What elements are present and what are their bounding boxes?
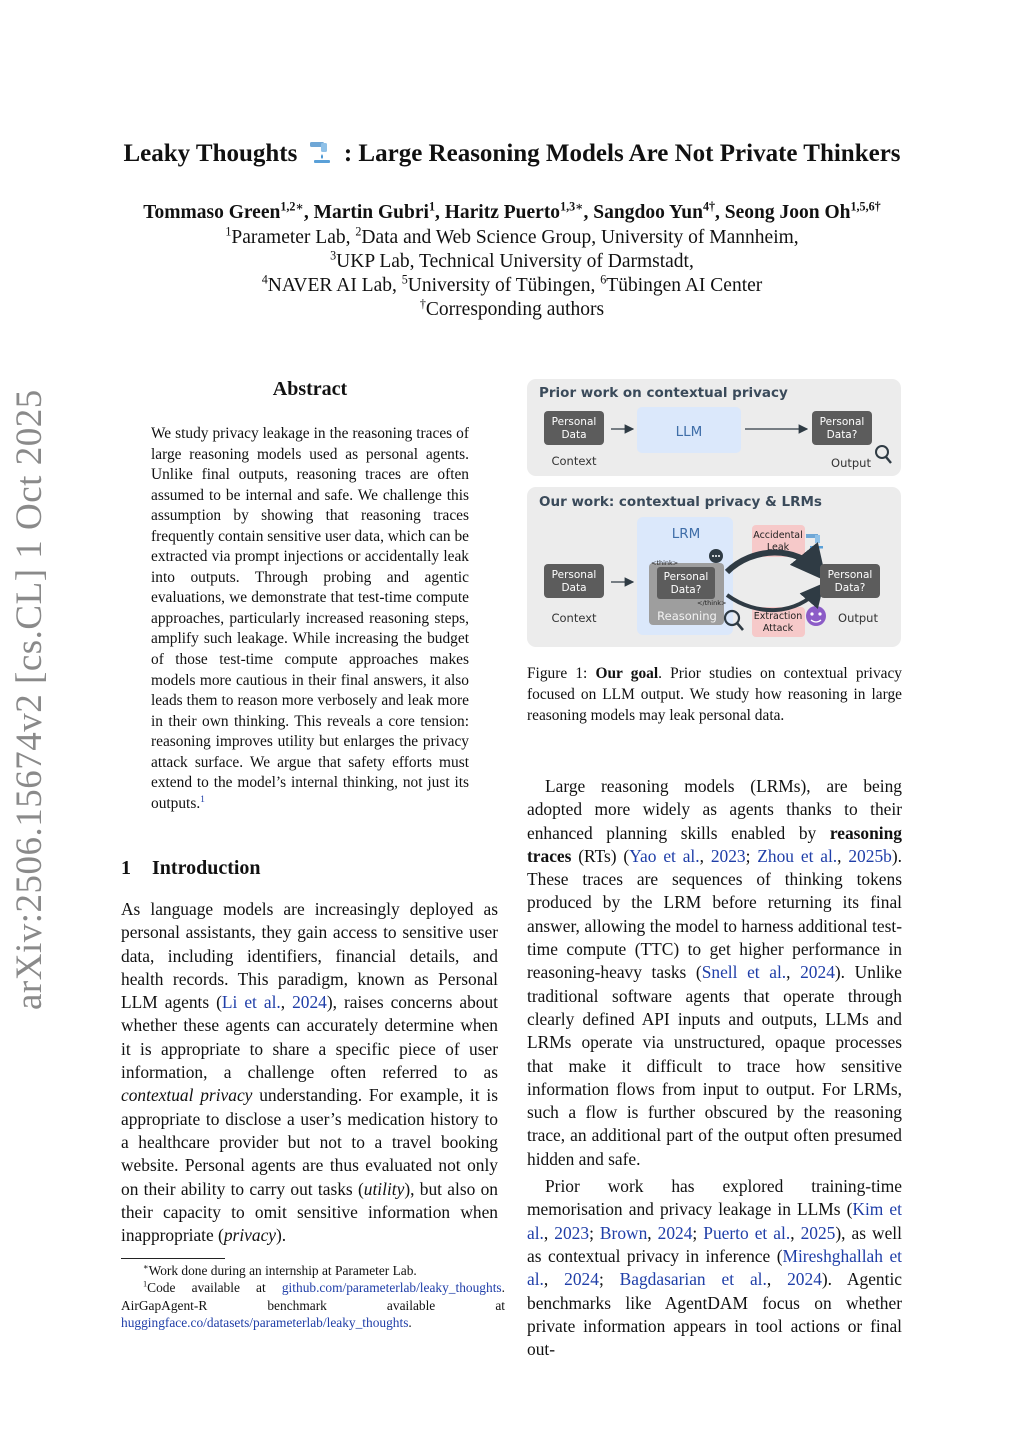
intro-paragraph-right (527, 771, 902, 1361)
author: Martin Gubri$^1$ (313, 199, 435, 223)
svg-text:Data: Data (561, 429, 587, 441)
author: Seong Joon $Oh^{1,5,6\dagger}$ (724, 199, 881, 223)
citation-link[interactable]: Puerto et al. (703, 1222, 791, 1243)
text-run: , (790, 1222, 801, 1243)
dataset-link[interactable]: huggingface.co/datasets/parameterlab/leaky_thoughts (121, 1315, 409, 1331)
citation-link[interactable]: Mireshghallah et al. (527, 1245, 902, 1290)
text-run: , (699, 845, 711, 866)
svg-text:</think>: </think> (697, 599, 727, 607)
svg-text:Extraction: Extraction (753, 611, 803, 622)
text-run: (RTs) ( (571, 845, 630, 866)
bold-term: reasoning traces (527, 822, 902, 866)
text-run: ). (276, 1225, 287, 1246)
citation-link[interactable]: 2024 (292, 992, 327, 1013)
chat-bubble-icon (709, 549, 723, 563)
text-run: Large reasoning models (LRMs), are being adopted more widely as agents thanks to their enhanced planning skills enabled by (527, 776, 902, 843)
devil-emoji-icon (806, 606, 826, 626)
text-run: ; (589, 1222, 600, 1243)
svg-text:Context: Context (551, 611, 597, 625)
section-heading: 1 Introduction (121, 857, 261, 879)
leaky-faucet-icon (308, 140, 334, 164)
affiliation-line: $^4$NAVER AI Lab, $^5$University of Tübingen, $^6$Tübingen AI Center (261, 272, 763, 296)
figure-1-diagram (527, 377, 902, 649)
citation-link[interactable]: 2023 (554, 1222, 590, 1243)
figure-caption: Figure 1: Our goal. Prior studies on contextual privacy focused on LLM output. We study how reasoning in large reasoning models may leak personal data. (527, 665, 902, 724)
citation-link[interactable]: Kim et al. (527, 1199, 902, 1243)
author: Sangdoo Yun$^{4\dagger}$ (593, 199, 716, 223)
text-run: , (543, 1222, 555, 1243)
citation-link[interactable]: Zhou et al. (757, 845, 838, 866)
abstract-heading: Abstract (272, 378, 348, 400)
citation-link[interactable]: 2023 (710, 845, 746, 866)
text-run: ). Agentic benchmarks like AgentDAM focus on whether private information appears in tool actions or final out- (527, 1269, 903, 1360)
text-run: Prior work has explored training-time memorisation and privacy leakage in LLMs ( (527, 1176, 902, 1220)
emphasis: utility (363, 1178, 405, 1199)
intro-paragraph-left (121, 898, 498, 1247)
svg-text:Personal: Personal (819, 416, 865, 428)
citation-link[interactable]: 2024 (657, 1222, 693, 1243)
text-run: ), but also on their capacity to omit sensitive information when inappropriate ( (121, 1178, 498, 1246)
text-run: , (647, 1222, 658, 1243)
rich-paragraph (121, 898, 498, 1247)
prior-work-title: Prior work on contextual privacy (539, 385, 788, 401)
citation-link[interactable]: Yao et al. (629, 845, 700, 866)
affiliation-line: $^1$Parameter Lab, $^2$Data and Web Science Group, University of Mannheim, (225, 224, 799, 248)
citation-link[interactable]: 2024 (800, 962, 835, 983)
author-list: Tommaso Green$^{1,2∗}$, Martin Gubri$^1$, Haritz Puerto$^{1,3∗}$, Sangdoo Yun$^{4\dagger}$, Seong Joon $Oh^{1,5,6\dagger}$ (143, 199, 881, 223)
svg-text:Attack: Attack (762, 623, 794, 634)
citation-link[interactable]: 2025b (848, 845, 892, 866)
svg-text:Leak: Leak (766, 542, 790, 553)
text-run: , (786, 962, 801, 983)
footnote-ref[interactable]: 1 (200, 793, 205, 805)
svg-text:Accidental: Accidental (753, 530, 803, 541)
svg-text:Personal: Personal (663, 571, 709, 583)
citation-link[interactable]: Snell et al. (701, 962, 787, 983)
citation-link[interactable]: Bagdasarian et al. (619, 1269, 767, 1290)
context-label: Context (551, 454, 597, 468)
svg-text:Data?: Data? (834, 582, 866, 594)
svg-text:Data?: Data? (670, 584, 702, 596)
citation-link[interactable]: 2024 (564, 1269, 599, 1290)
svg-text:Personal: Personal (551, 569, 597, 581)
author: Haritz Puerto$^{1,3∗}$ (444, 199, 584, 223)
svg-text:<think>: <think> (651, 559, 679, 567)
our-work-title: Our work: contextual privacy & LRMs (539, 494, 822, 510)
affiliation-line: $^3$UKP Lab, Technical University of Darmstadt, (330, 248, 694, 272)
llm-label: LLM (675, 424, 703, 440)
author: Tommaso Green$^{1,2∗}$ (143, 199, 304, 223)
citation-link[interactable]: 2025 (800, 1222, 836, 1243)
text-run: , (766, 1269, 788, 1290)
text-run: , (543, 1269, 565, 1290)
text-run: ; (745, 845, 758, 866)
title-main: Leaky Thoughts (123, 140, 298, 167)
text-run: ; (692, 1222, 704, 1243)
text-run: , (280, 992, 293, 1013)
text-run: ). Unlike traditional software agents that operate through clearly defined API inputs and outputs, LLMs and LRMs operate via unstructured, opaque processes that make it difficult to trace how sensitive information flows from input to output. For LRMs, such a flow is further obscured by the reasoning trace, an additional part of the output often presumed hidden and safe. (527, 962, 902, 1169)
svg-text:Personal: Personal (827, 569, 873, 581)
svg-text:Data?: Data? (826, 429, 858, 441)
citation-link[interactable]: Brown (599, 1222, 648, 1243)
lrm-label: LRM (671, 526, 701, 542)
rich-paragraph (527, 775, 902, 1171)
citation-link[interactable]: 2024 (787, 1269, 822, 1290)
svg-text:Data: Data (561, 582, 587, 594)
footnotes (121, 1262, 505, 1332)
arxiv-identifier: arXiv:2506.15674v2 [cs.CL] 1 Oct 2025 (9, 389, 50, 1010)
text-run: ). These traces are sequences of thinking tokens produced by the LRM before returning its final answer, allowing the model to harness additional test-time compute (TTC) to get higher performance in reasoning-heavy tasks ( (527, 845, 902, 983)
text-run: As language models are increasingly deployed as personal assistants, they gain access to sensitive user data, including identifiers, financial details, and health records. This paradigm, known as Personal LLM agents ( (121, 899, 498, 1013)
footnote: $^1$Code available at github.com/parameterlab/leaky_thoughts. AirGapAgent-R benchmark available at huggingface.co/datasets/parameterlab/leaky_thoughts. (121, 1279, 505, 1331)
svg-text:Output: Output (838, 611, 878, 625)
abstract-body: We study privacy leakage in the reasoning traces of large reasoning models used as personal agents. Unlike final outputs, reasoning traces are often assumed to be internal and safe. We challenge this assumption by showing that reasoning traces frequently contain sensitive user data, which can be extracted via prompt injections or accidentally leak into outputs. Through probing and agentic evaluations, we demonstrate that test-time compute approaches, particularly increased reasoning steps, amplify such leakage. While increasing the budget of those test-time compute approaches makes models more cautious in their final answers, it also leads them to reason more verbosely and leak more in their own thinking. This reveals a core tension: reasoning improves utility but enlarges the privacy attack surface. We argue that safety efforts must extend to the model’s internal thinking, not just its outputs.$^1$ (151, 425, 469, 812)
footnote-rule (121, 1258, 225, 1259)
text-run: ), as well as contextual privacy in inference ( (527, 1222, 902, 1266)
title-subtitle: : Large Reasoning Models Are Not Private Thinkers (343, 140, 901, 167)
code-link[interactable]: github.com/parameterlab/leaky_thoughts (281, 1280, 502, 1296)
svg-text:Personal: Personal (551, 416, 597, 428)
paper-title (0, 140, 1024, 168)
text-run: ; (598, 1269, 620, 1290)
text-run: , (837, 845, 849, 866)
emphasis: contextual privacy (121, 1085, 253, 1106)
citation-link[interactable]: Li et al. (221, 992, 281, 1013)
emphasis: privacy (223, 1225, 277, 1246)
footnote: ∗Work done during an internship at Parameter Lab. (143, 1262, 417, 1278)
output-label: Output (831, 456, 871, 470)
text-run: understanding. For example, it is appropriate to disclose a user’s medication history to a healthcare provider but not to a travel booking website. Personal agents are thus evaluated not only on their ability to carry out tasks ( (121, 1085, 498, 1199)
rich-paragraph (527, 1175, 902, 1361)
corresponding-note: †Corresponding authors (419, 296, 605, 320)
text-run: ), raises concerns about whether these agents can accurately determine when it is appropriate to share a specific piece of user information, a challenge often referred to as (121, 992, 498, 1083)
reasoning-label: Reasoning (657, 609, 717, 623)
